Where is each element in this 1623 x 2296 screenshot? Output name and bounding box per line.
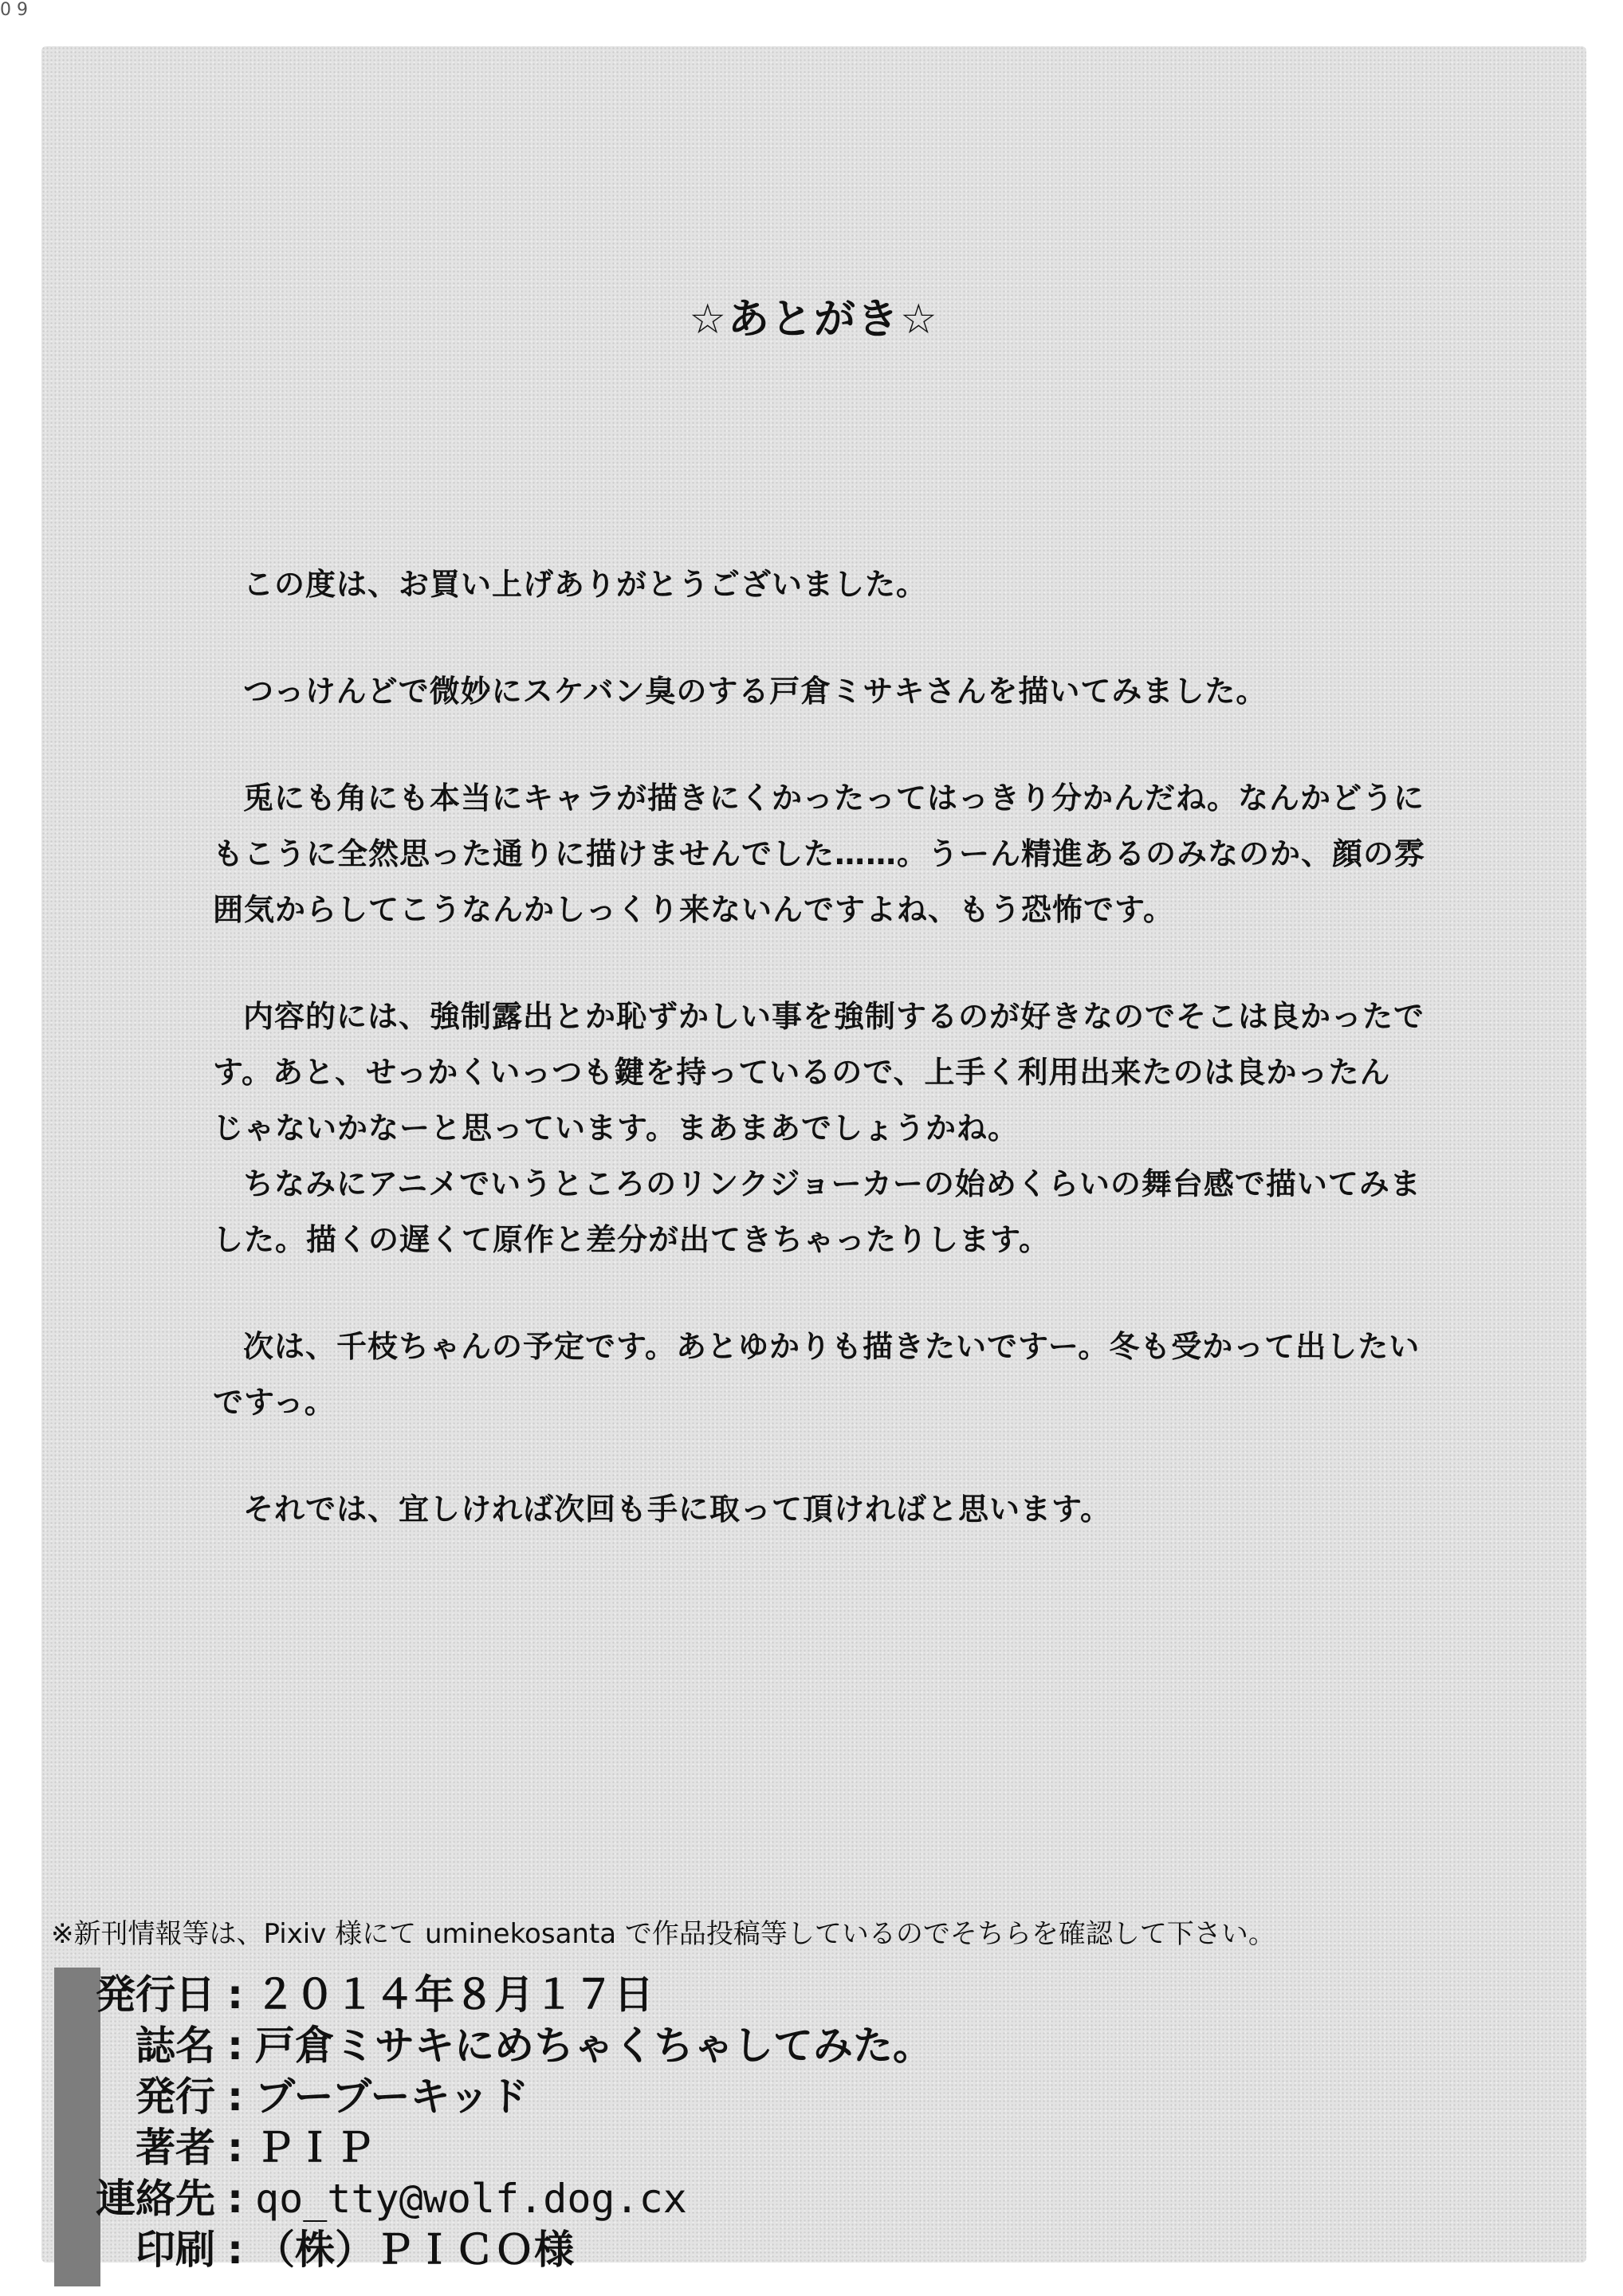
paragraph-thanks xyxy=(213,556,1488,612)
colophon-separator: : xyxy=(227,2227,243,2273)
colophon-label: 誌名 xyxy=(136,2023,215,2069)
paragraph-closing xyxy=(213,1481,1488,1537)
paragraph-line: つっけんどで微妙にスケバン臭のする戸倉ミサキさんを描いてみました。 xyxy=(243,674,1267,709)
paragraph-line: 兎にも角にも本当にキャラが描きにくかったってはっきり分かんだね。なんかどうに xyxy=(243,780,1425,816)
contact-email: qo_tty@wolf.dog.cx xyxy=(255,2176,687,2222)
paragraph-line: 次は、千枝ちゃんの予定です。あとゆかりも描きたいですー。冬も受かって出したい xyxy=(243,1329,1421,1364)
colophon-row-date xyxy=(72,1969,933,2020)
paragraph-next xyxy=(213,1319,1488,1430)
colophon-label: 発行 xyxy=(136,2074,215,2120)
colophon-value: （株）ＰＩＣＯ様 xyxy=(255,2227,574,2273)
paragraph-subject xyxy=(213,663,1488,719)
colophon-label: 連絡先 xyxy=(96,2176,215,2222)
paragraph-setting xyxy=(213,1156,1488,1268)
colophon-separator: : xyxy=(227,2125,243,2171)
colophon xyxy=(72,1969,933,2275)
paragraph-line: ですっ。 xyxy=(213,1385,336,1420)
colophon-row-title xyxy=(72,2020,933,2071)
colophon-value: ブーブーキッド xyxy=(255,2074,529,2120)
colophon-value: ＰＩＰ xyxy=(255,2125,375,2171)
paragraph-line: この度は、お買い上げありがとうございました。 xyxy=(243,567,928,602)
paragraph-line: ちなみにアニメでいうところのリンクジョーカーの始めくらいの舞台感で描いてみま xyxy=(243,1166,1421,1201)
colophon-value: ２０１４年８月１７日 xyxy=(255,1972,654,2018)
paragraph-line: 囲気からしてこうなんかしっくり来ないんですよね、もう恐怖です。 xyxy=(213,892,1174,927)
paragraph-content xyxy=(213,989,1488,1156)
colophon-label: 印刷 xyxy=(136,2227,215,2273)
paragraph-line: じゃないかなーと思っています。まあまあでしょうかね。 xyxy=(213,1111,1019,1146)
afterword-body xyxy=(213,556,1488,1588)
pixiv-note: ※新刊情報等は、Pixiv 様にて uminekosanta で作品投稿等しているのでそちらを確認して下さい。 xyxy=(51,1918,1275,1950)
paragraph-difficulty xyxy=(213,770,1488,938)
document-page xyxy=(41,46,1586,2273)
colophon-value: 戸倉ミサキにめちゃくちゃしてみた。 xyxy=(255,2023,933,2069)
paragraph-line: もこうに全然思った通りに描けませんでした……。うーん精進あるのみなのか、顔の雰 xyxy=(213,836,1426,871)
colophon-separator: : xyxy=(227,2074,243,2120)
paragraph-line: それでは、宜しければ次回も手に取って頂ければと思います。 xyxy=(243,1492,1111,1527)
afterword-title: ☆あとがき☆ xyxy=(689,296,939,344)
colophon-separator: : xyxy=(227,2023,243,2069)
colophon-separator: : xyxy=(227,1972,243,2018)
colophon-label: 著者 xyxy=(136,2125,215,2171)
paragraph-line: 内容的には、強制露出とか恥ずかしい事を強制するのが好きなのでそこは良かったで xyxy=(243,999,1425,1034)
paragraph-line: す。あと、せっかくいっつも鍵を持っているので、上手く利用出来たのは良かったん xyxy=(213,1055,1391,1090)
paragraph-line: した。描くの遅くて原作と差分が出てきちゃったりします。 xyxy=(213,1222,1050,1257)
page-corner-mark: 0 9 xyxy=(0,0,28,20)
colophon-separator: : xyxy=(227,2176,243,2222)
colophon-label: 発行日 xyxy=(96,1972,215,2018)
colophon-row-author xyxy=(72,2122,933,2173)
colophon-row-publisher xyxy=(72,2071,933,2122)
colophon-row-printer xyxy=(72,2224,933,2275)
colophon-row-contact xyxy=(72,2173,933,2224)
